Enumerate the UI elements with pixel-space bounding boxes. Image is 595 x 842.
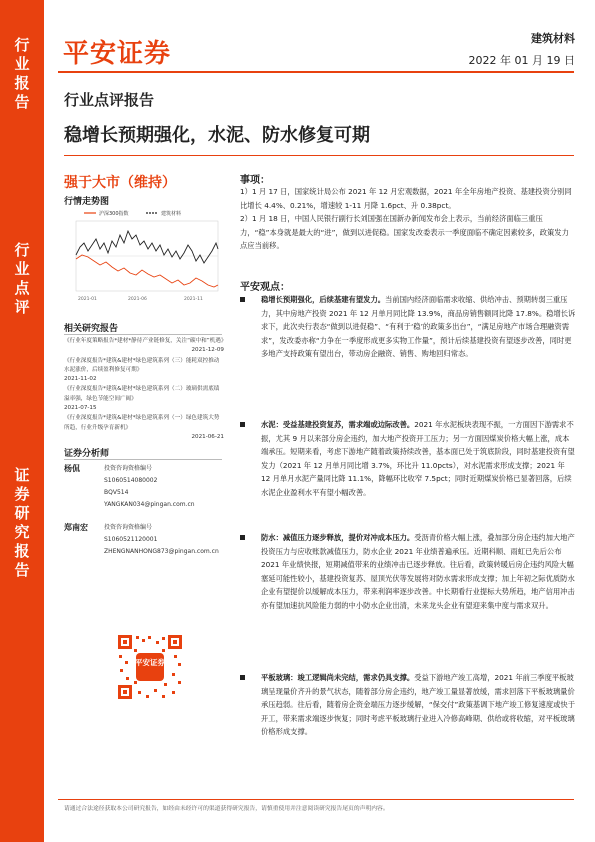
svg-text:2021-11: 2021-11 xyxy=(184,297,203,302)
footer-disclaimer: 请通过合法途径获取本公司研究报告，如经由未经许可的渠道获得研究报告，请慎重使用并注意阅读研究报告尾页的声明内容。 xyxy=(64,806,389,812)
report-type: 行业点评报告 xyxy=(64,91,155,109)
bullet-square-icon xyxy=(240,535,245,540)
related-reports-title: 相关研究报告 xyxy=(64,324,119,334)
title-divider xyxy=(64,155,574,156)
side-label-research: 证 券 研 究 报 告 xyxy=(14,466,30,579)
sector-label: 建筑材料 xyxy=(531,32,575,45)
bullet-body: 2021 年水泥板块表现不振，一方面因下游需求不振，尤其 9 月以来部分房企违约，加大地产投资开工压力；另一方面因煤炭价格大幅上涨，成本端承压。短期来看，考虑下游地产随着政策持续改善，基本面已处于筑底阶段，同时基建投资有望发力（2021 年 12 月单月同比增 3.7%，环比升 11.0pcts），对水泥需求形成支撑；2021 年 12 月单月水泥产量同比降 11.1%，降幅环比收窄 7.5pct；同时近期煤炭价格已显著回落，后续水泥企业盈利水平有望小幅改善。 xyxy=(261,420,575,497)
analyst-name: 杨侃 xyxy=(64,464,80,473)
view-bullet xyxy=(240,531,576,613)
views-title: 平安观点： xyxy=(240,282,290,293)
analyst-cert-label: 投资咨询资格编号 xyxy=(104,524,153,531)
analyst-cert-label: 投资咨询资格编号 xyxy=(104,465,153,472)
related-report-date: 2021-06-21 xyxy=(191,433,224,440)
related-report-date: 2021-11-02 xyxy=(64,376,97,383)
bullet-heading: 平板玻璃：竣工逻辑尚未完结，需求仍具支撑。 xyxy=(261,673,415,682)
view-bullet xyxy=(240,293,576,361)
analyst-email[interactable]: YANGKAN034@pingan.com.cn xyxy=(104,501,195,508)
events-title: 事项： xyxy=(240,175,270,186)
bullet-square-icon xyxy=(240,675,245,680)
rating-label: 强于大市（维持） xyxy=(64,175,176,191)
trend-chart xyxy=(64,205,222,305)
side-label-report: 行 业 报 告 xyxy=(14,36,30,111)
related-report-item[interactable] xyxy=(64,337,227,356)
related-report-title: 《行业深度报告*建筑&建材*绿色建筑系列（二）玻璃供需底绩溢率强，绿色节能空间广阔》 xyxy=(64,386,220,402)
related-report-item[interactable] xyxy=(64,385,224,413)
analyst-divider xyxy=(64,459,222,460)
side-label-comment: 行 业 点 评 xyxy=(14,241,30,316)
svg-text:2021-01: 2021-01 xyxy=(78,297,97,302)
trend-chart-title: 行情走势图 xyxy=(64,197,110,207)
view-bullet xyxy=(240,671,576,739)
company-logo: 平安证券 xyxy=(63,39,172,69)
bullet-body: 受益下游地产竣工高增，2021 年前三季度平板玻璃呈现量价齐升的景气状态，随着部分房企违约，地产竣工量显著放缓，需求回落下平板玻璃量价承压趋弱。往后看，随着房企资金端压力逐步缓解，“保交付”政策基调下地产竣工修复速度或快于开工，带来需求端逐步恢复；同时考虑平板玻璃行业进入冷修高峰期、供给或将收缩，对平板玻璃价格形成支撑。 xyxy=(261,673,576,737)
legend-label-hs300: 沪深300指数 xyxy=(99,211,129,217)
page-title: 稳增长预期强化，水泥、防水修复可期 xyxy=(64,125,370,146)
analyst-email[interactable]: ZHENGNANHONG873@pingan.com.cn xyxy=(104,548,219,555)
analyst-cert-no: S1060514080002 xyxy=(104,477,158,484)
qr-code-icon[interactable] xyxy=(116,633,184,701)
header-divider xyxy=(58,71,574,73)
related-report-date: 2021-12-09 xyxy=(191,347,224,354)
bullet-heading: 防水：减值压力逐步释放，提价对冲成本压力。 xyxy=(261,533,415,542)
event-item: 1）1 月 17 日，国家统计局公布 2021 年 12 月宏观数据，2021 年全年房地产投资、基建投资分别同比增长 4.4%、0.21%，增速较 1-11 月降 1.6pct、升 0.38pct。 xyxy=(240,187,572,210)
related-report-title: 《行业深度报告*建筑&建材*绿色建筑系列（三）能耗双控推动水泥涨价，后续盈利修复可期》 xyxy=(64,357,220,373)
bullet-square-icon xyxy=(240,297,245,302)
chart-legend xyxy=(84,210,181,217)
bullet-heading: 稳增长预期强化，后续基建有望发力。 xyxy=(261,295,386,304)
legend-label-building: 建筑材料 xyxy=(161,211,182,217)
analyst-name: 郑南宏 xyxy=(64,523,88,532)
bullet-body: 当前国内经济面临需求收缩、供给冲击、预期转弱三重压力，其中房地产投资 2021 年 12 月单月同比降 13.9%，商品房销售额同比降 17.8%。稳增长诉求下，此次央行表态“做到以进促稳”、“有利于‘稳’的政策多出台”，“满足房地产市场合理融资需求”，发改委亦称“力争在一季度形成更多实物工作量”，预计后续基建投资有望逐步改善，同时更多地产支持政策有望出台，带动房企融资、销售、购地回归常态。 xyxy=(261,295,576,359)
events-text xyxy=(240,185,576,253)
event-item: 2）1 月 18 日，中国人民银行副行长刘国强在国新办新闻发布会上表示，当前经济面临三重压力，“稳”本身就是最大的“进”，做到以进促稳。国家发改委表示一季度面临不确定因素较多，政策发力点应当前移。 xyxy=(240,214,569,250)
svg-text:2021-06: 2021-06 xyxy=(128,297,147,302)
footer-divider xyxy=(58,799,574,800)
analyst-cert-no: S1060521120001 xyxy=(104,536,158,543)
related-report-item[interactable] xyxy=(64,414,224,442)
analyst-cert-code: BQV514 xyxy=(104,489,129,496)
related-divider xyxy=(64,334,222,335)
bullet-body: 受沥青价格大幅上涨，叠加部分房企违约加大地产投资压力与应收账款减值压力，防水企业 2021 年业绩普遍承压。近期科顺、雨虹已先后公布 2021 年业绩快报，短期减值带来的业绩冲击已逐步释放。往后看，政策转暖后房企违约风险大幅塞延可能性较小，基建投资复苏、屋顶光伏等发展将对防水需求形成支撑；加上年初之际优质防水企业有望提价以缓解成本压力，带来利润率逐步改善。中长期看行业提标大势所趋，地产信用冲击亦有望加速抗风险能力弱的中小防水企业出清，未来龙头企业有望迎来集中度与需求双升。 xyxy=(261,533,575,610)
qr-code-svg xyxy=(116,633,184,701)
report-date: 2022 年 01 月 19 日 xyxy=(468,54,575,67)
related-report-title: 《行业深度报告*建筑&建材*绿色建筑系列（一）绿色建筑大势所趋，行业升级孕育新机》 xyxy=(64,415,220,431)
trend-chart-svg xyxy=(64,205,222,305)
analyst-section-title: 证券分析师 xyxy=(64,449,110,459)
view-bullet xyxy=(240,418,576,500)
related-report-title: 《行业年度策略报告*建材*静待产业链修复，关注“碳中和”机遇》 xyxy=(64,338,227,344)
qr-logo-text-top: 平安证券 xyxy=(135,658,165,667)
related-report-date: 2021-07-15 xyxy=(64,405,97,412)
series-line-building xyxy=(76,231,218,263)
side-band xyxy=(0,0,44,842)
related-reports-list xyxy=(64,337,227,443)
bullet-heading: 水泥：受益基建投资复苏，需求端或边际改善。 xyxy=(261,420,415,429)
related-report-item[interactable] xyxy=(64,357,224,385)
bullet-square-icon xyxy=(240,422,245,427)
